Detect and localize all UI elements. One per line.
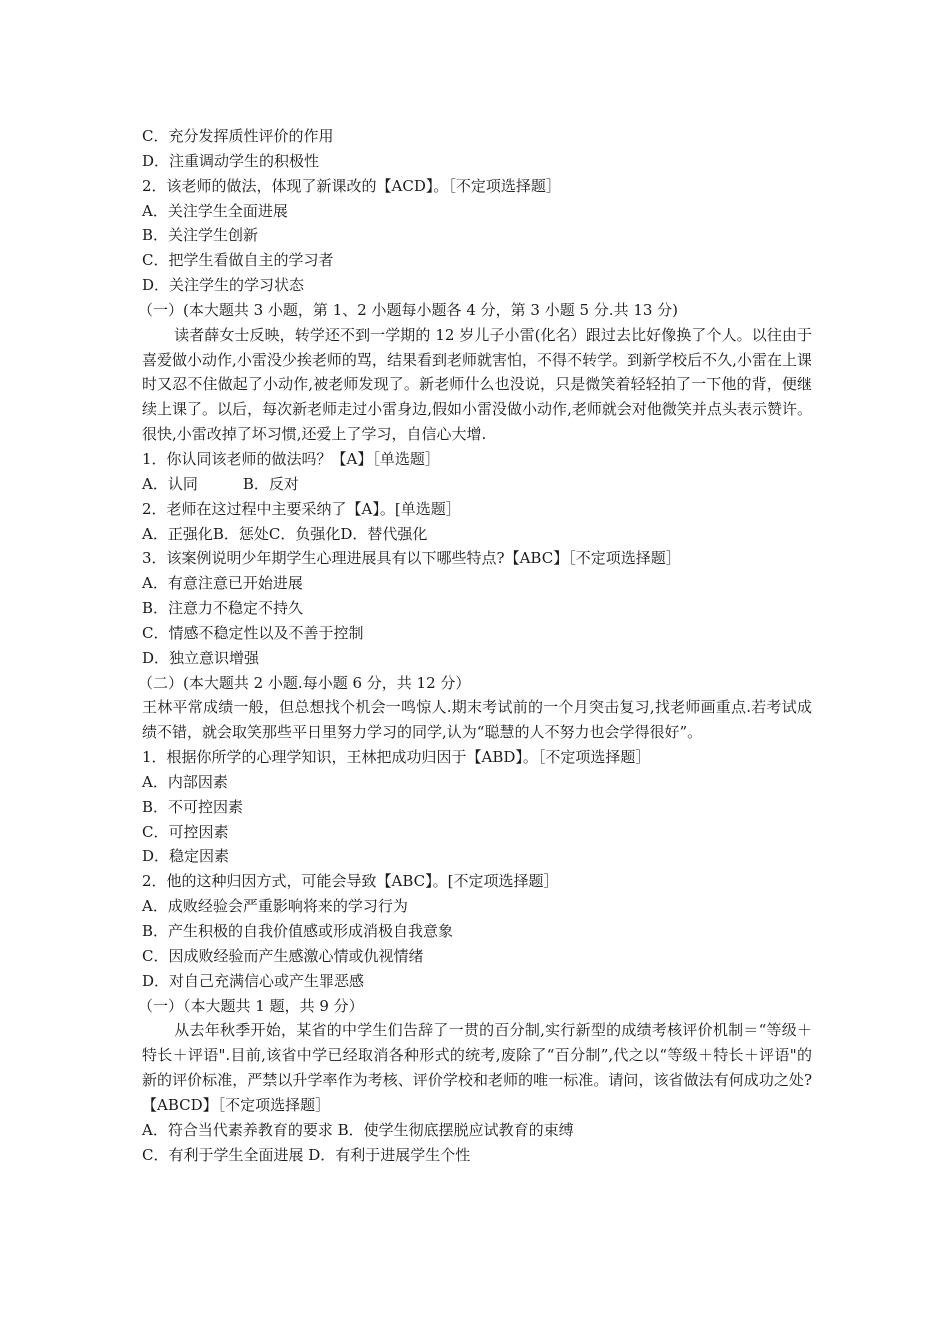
section-header: （一）(本大题共 3 小题，第 1、2 小题每小题各 4 分，第 3 小题 5 分.共 13 分) xyxy=(138,300,679,319)
option-line: B．产生积极的自我价值感或形成消极自我意象 xyxy=(142,922,454,940)
option-line: A．内部因素 xyxy=(142,772,228,791)
option-line: C．因成败经验而产生感激心情或仇视情绪 xyxy=(142,946,424,965)
question-line: 2．他的这种归因方式，可能会导致【ABC】。[不定项选择题］ xyxy=(142,872,559,891)
option-line: C．情感不稳定性以及不善于控制 xyxy=(142,623,364,642)
option-line: B．注意力不稳定不持久 xyxy=(142,599,304,618)
option-line: A．有意注意已开始进展 xyxy=(142,574,303,593)
question-line: 3．该案例说明少年期学生心理进展具有以下哪些特点?【ABC】［不定项选择题］ xyxy=(142,549,681,568)
option-line: A．认同 B．反对 xyxy=(142,474,299,493)
section-header: （二）(本大题共 2 小题.每小题 6 分，共 12 分） xyxy=(138,673,471,692)
case-paragraph: 王林平常成绩一般，但总想找个机会一鸣惊人.期末考试前的一个月突击复习,找老师画重点.若考试成绩不错，就会取笑那些平日里努力学习的同学,认为“聪慧的人不努力也会学得很好”。 xyxy=(142,698,812,742)
option-line: B．不可控因素 xyxy=(142,797,244,816)
option-line: A．成败经验会严重影响将来的学习行为 xyxy=(142,897,408,916)
question-line: 1．你认同该老师的做法吗？【A】［单选题］ xyxy=(142,449,440,468)
option-line: B．关注学生创新 xyxy=(142,226,259,245)
question-line: 2．该老师的做法，体现了新课改的【ACD】。［不定项选择题］ xyxy=(142,176,561,195)
document-body xyxy=(138,124,812,1167)
option-line: C．有利于学生全面进展 D．有利于进展学生个性 xyxy=(142,1145,471,1164)
option-line: A．正强化B．惩处C．负强化D．替代强化 xyxy=(142,524,428,543)
case-paragraph xyxy=(142,323,812,447)
option-line: C．充分发挥质性评价的作用 xyxy=(142,127,334,145)
option-line: D．独立意识增强 xyxy=(142,648,260,667)
case-paragraph xyxy=(142,1018,812,1117)
section-header: （一）（本大题共 1 题，共 9 分） xyxy=(138,996,364,1015)
option-line: C．把学生看做自主的学习者 xyxy=(142,251,334,270)
option-line: A．符合当代素养教育的要求 B．使学生彻底摆脱应试教育的束缚 xyxy=(142,1120,574,1139)
case-paragraph-text: 从去年秋季开始，某省的中学生们告辞了一贯的百分制,实行新型的成绩考核评价机制＝“等级＋特长＋评语".目前,该省中学已经取消各种形式的统考,废除了“百分制”,代之以“等级＋特长＋评语"的新的评价标准，严禁以升学率作为考核、评价学校和老师的唯一标准。请问，该省做法有何成功之处?【ABCD】［不定项选择题］ xyxy=(142,1021,812,1114)
option-line: A．关注学生全面进展 xyxy=(142,201,288,220)
option-line: D．稳定因素 xyxy=(142,847,230,866)
option-line: D．关注学生的学习状态 xyxy=(142,276,305,295)
option-line: D．注重调动学生的积极性 xyxy=(142,151,320,170)
question-line: 2．老师在这过程中主要采纳了【A】。[单选题］ xyxy=(142,499,461,518)
case-paragraph-text: 读者薛女士反映，转学还不到一学期的 12 岁儿子小雷(化名）跟过去比好像换了个人。以往由于喜爱做小动作,小雷没少挨老师的骂，结果看到老师就害怕，不得不转学。到新学校后不久,小雷在上课时又忍不住做起了小动作,被老师发现了。新老师什么也没说，只是微笑着轻轻拍了一下他的背，便继续上课了。以后，每次新老师走过小雷身边,假如小雷没做小动作,老师就会对他微笑并点头表示赞许。很快,小雷改掉了坏习惯,还爱上了学习，自信心大增. xyxy=(142,325,812,444)
question-line: 1．根据你所学的心理学知识，王林把成功归因于【ABD】。［不定项选择题］ xyxy=(142,748,651,767)
option-line: C．可控因素 xyxy=(142,822,229,841)
option-line: D．对自己充满信心或产生罪恶感 xyxy=(142,971,365,990)
